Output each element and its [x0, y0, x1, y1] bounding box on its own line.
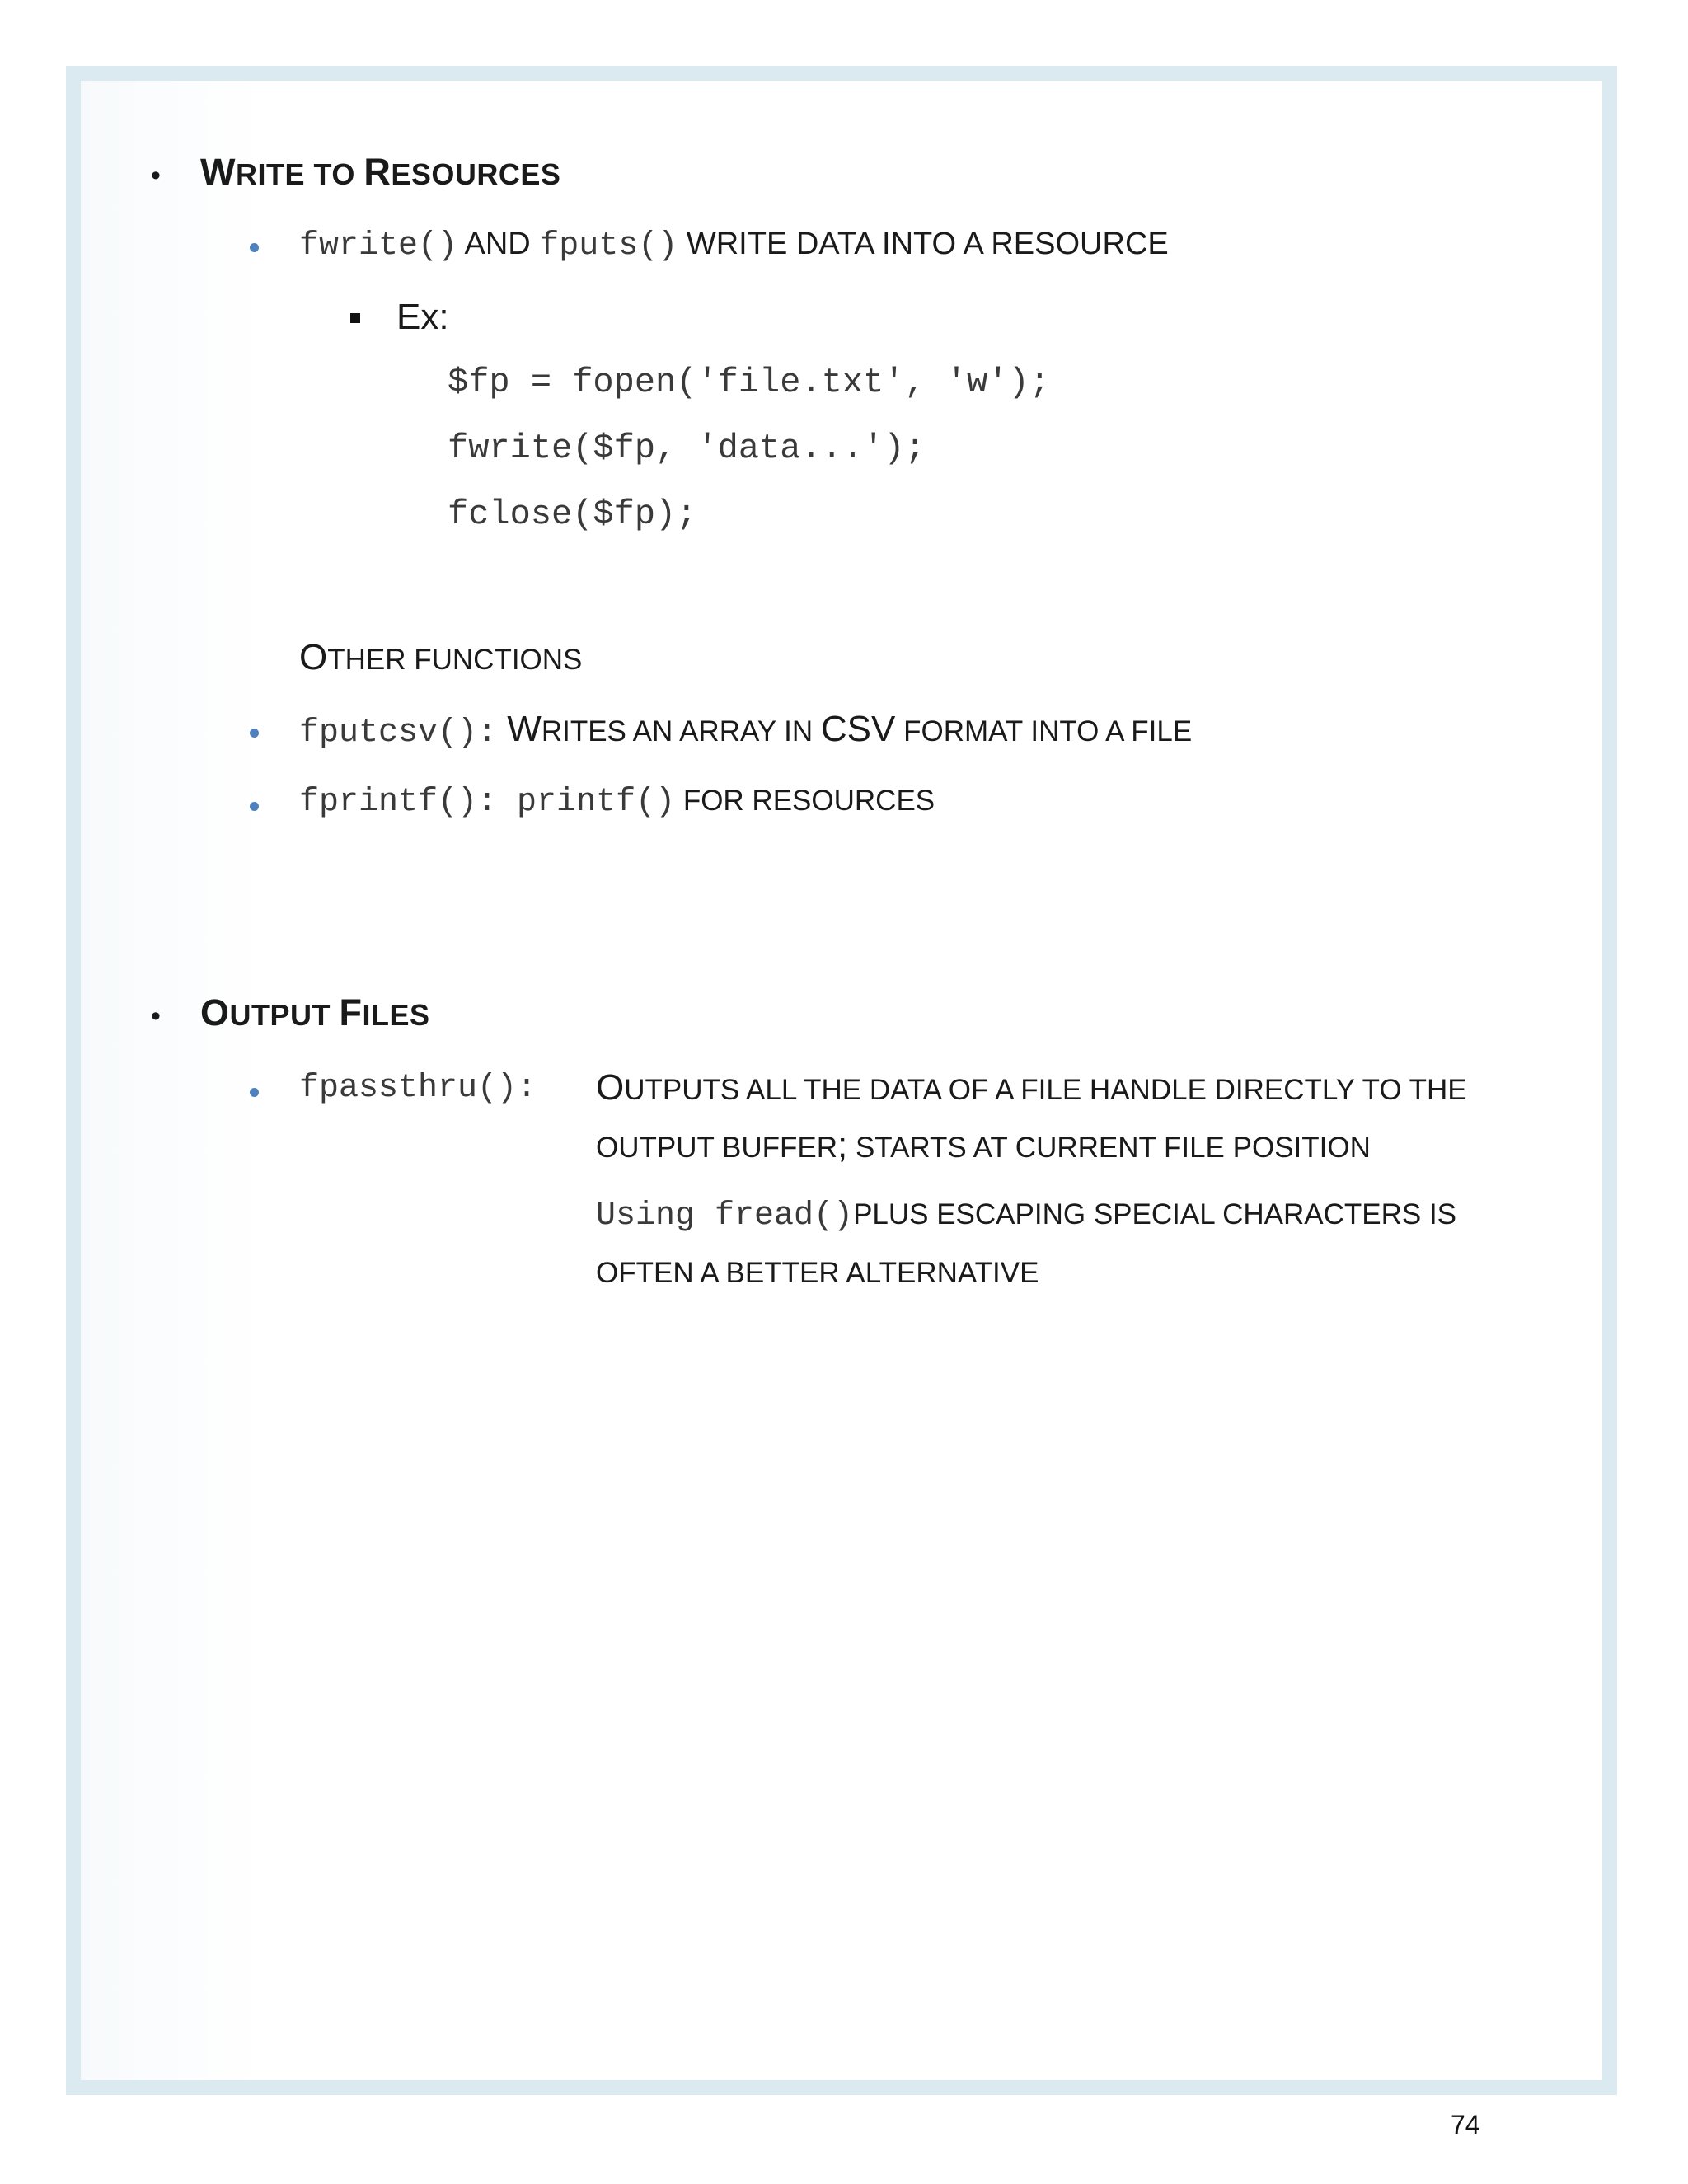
section-heading-output-files: OUTPUT FILES — [200, 991, 430, 1033]
bullet-dot: • — [151, 1001, 161, 1032]
square-bullet — [350, 313, 360, 323]
fpassthru-desc-line4: OFTEN A BETTER ALTERNATIVE — [596, 1257, 1039, 1289]
bullet-dot — [250, 729, 259, 738]
list-item-fwrite: fwrite() AND fputs() WRITE DATA INTO A RESOURCE — [299, 227, 1169, 265]
code-line: fwrite($fp, 'data...'); — [448, 429, 926, 468]
bullet-dot — [250, 802, 259, 811]
code-line: fclose($fp); — [448, 494, 697, 534]
subheading-other-functions: OTHER FUNCTIONS — [299, 637, 583, 677]
list-item-fputcsv: fputcsv(): WRITES AN ARRAY IN CSV FORMAT INTO A FILE — [299, 709, 1193, 752]
bullet-dot: • — [151, 160, 161, 191]
page-number: 74 — [1451, 2110, 1480, 2139]
example-label: Ex: — [396, 297, 449, 337]
bullet-dot — [250, 1088, 259, 1097]
section-heading-write-to-resources: WRITE TO RESOURCES — [200, 151, 561, 193]
bullet-dot — [250, 243, 259, 252]
code-fpassthru: fpassthru(): — [299, 1070, 537, 1107]
fpassthru-desc-line1: OUTPUTS ALL THE DATA OF A FILE HANDLE DIRECTLY TO THE — [596, 1067, 1467, 1108]
fpassthru-desc-line3: Using fread()PLUS ESCAPING SPECIAL CHARACTERS IS — [596, 1197, 1457, 1235]
code-line: $fp = fopen('file.txt', 'w'); — [448, 363, 1050, 402]
list-item-fprintf: fprintf(): printf() FOR RESOURCES — [299, 784, 935, 821]
fpassthru-desc-line2: OUTPUT BUFFER; STARTS AT CURRENT FILE POSITION — [596, 1125, 1371, 1165]
